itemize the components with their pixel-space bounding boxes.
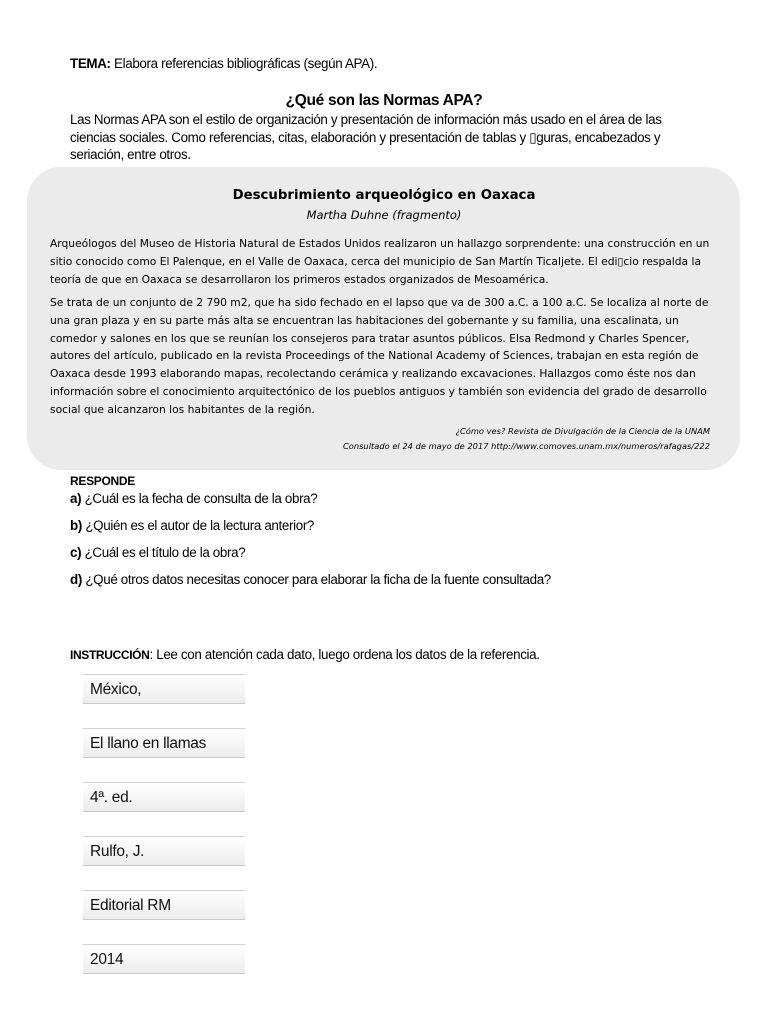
reference-item-text: México, <box>90 681 142 698</box>
question-letter: a) <box>70 491 82 506</box>
article-title: Descubrimiento arqueológico en Oaxaca <box>232 188 536 203</box>
reference-item-text: Editorial RM <box>90 897 171 914</box>
question-c <box>70 545 245 560</box>
article-source-magazine: ¿Cómo ves? Revista de Divulgación de la Ciencia de la UNAM <box>455 426 710 436</box>
instruction-text: : Lee con atención cada dato, luego ordena los datos de la referencia. <box>149 647 540 662</box>
topic-line <box>70 56 377 71</box>
article-author: Martha Duhne (fragmento) <box>306 208 462 222</box>
reference-item-text: 4ª. ed. <box>90 789 133 806</box>
reference-item-text: El llano en llamas <box>90 735 207 752</box>
reference-item-author[interactable] <box>83 836 245 866</box>
reference-item-title[interactable] <box>83 728 245 758</box>
question-text: ¿Quién es el autor de la lectura anterior? <box>81 518 315 533</box>
question-b <box>70 518 314 533</box>
reference-item-place[interactable] <box>83 674 245 704</box>
question-a <box>70 491 317 506</box>
reference-item-edition[interactable] <box>83 782 245 812</box>
reference-item-publisher[interactable] <box>83 890 245 920</box>
reference-item-year[interactable] <box>83 944 245 974</box>
reference-item-text: 2014 <box>90 951 124 968</box>
article-source-consulted: Consultado el 24 de mayo de 2017 http://www.comoves.unam.mx/numeros/rafagas/222 <box>342 441 710 451</box>
reference-item-text: Rulfo, J. <box>90 843 145 860</box>
apa-description: Las Normas APA son el estilo de organización y presentación de información más usado en el área de las ciencias sociales. Como referencias, citas, elaboración y presentación de tablas y ▯guras, encabezados y seriación, entre otros. <box>70 112 662 162</box>
article-paragraph-1: Arqueólogos del Museo de Historia Natural de Estados Unidos realizaron un hallazgo sorprendente: una construcción en un sitio conocido como El Palenque, en el Valle de Oaxaca, cerca del municipio de San Martín Ticaljete. El edi▯cio respalda la teoría de que en Oaxaca se desarrollaron los primeros estados organizados de Mesoamérica. <box>50 237 710 286</box>
question-text: ¿Cuál es el título de la obra? <box>81 545 246 560</box>
instruction-label: INSTRUCCIÓN <box>70 648 150 662</box>
responde-heading: RESPONDE <box>70 474 135 488</box>
apa-title: ¿Qué son las Normas APA? <box>285 92 483 109</box>
article-paragraph-2: Se trata de un conjunto de 2 790 m2, que ha sido fechado en el lapso que va de 300 a.C. a 100 a.C. Se localiza al norte de una gran plaza y en su parte más alta se encuentran las habitaciones del gobernante y su familia, una escalinata, un comedor y salones en los que se reunían los consejeros para tratar asuntos públicos. Elsa Redmond y Charles Spencer, autores del artículo, publicado en la revista Proceedings of the National Academy of Sciences, trabajan en esta región de Oaxaca desde 1993 elaborando mapas, recolectando cerámica y realizando excavaciones. Hallazgos como éste nos dan información sobre el conocimiento arquitectónico de los pueblos antiguos y también son evidencia del grado de desarrollo social que alcanzaron los habitantes de la región. <box>50 296 709 416</box>
question-text: ¿Qué otros datos necesitas conocer para elaborar la ficha de la fuente consultada? <box>81 572 551 587</box>
question-d <box>70 572 551 587</box>
question-text: ¿Cuál es la fecha de consulta de la obra? <box>81 491 318 506</box>
topic-label: TEMA: <box>70 56 111 71</box>
question-letter: b) <box>70 518 82 533</box>
question-letter: c) <box>70 545 82 560</box>
instruction-line <box>70 647 540 662</box>
question-letter: d) <box>70 572 82 587</box>
topic-text: Elabora referencias bibliográficas (según APA). <box>110 56 378 71</box>
